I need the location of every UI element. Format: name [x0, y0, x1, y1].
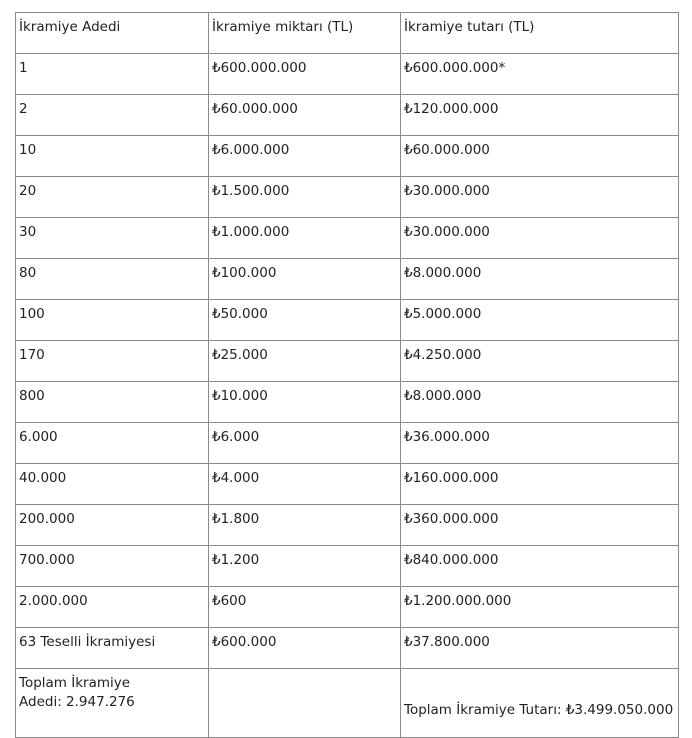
- prize-amount-cell: ₺6.000: [209, 423, 401, 464]
- prize-count-cell: 700.000: [16, 546, 209, 587]
- prize-total-cell: ₺30.000.000: [401, 218, 679, 259]
- prize-total-cell: ₺600.000.000*: [401, 54, 679, 95]
- table-row: [16, 177, 679, 218]
- prize-amount-cell: ₺1.200: [209, 546, 401, 587]
- prize-count-cell: 200.000: [16, 505, 209, 546]
- header-prize-total: İkramiye tutarı (TL): [401, 13, 679, 54]
- prize-total-cell: ₺120.000.000: [401, 95, 679, 136]
- prize-amount-cell: ₺1.000.000: [209, 218, 401, 259]
- prize-amount-cell: ₺25.000: [209, 341, 401, 382]
- prize-count-cell: 10: [16, 136, 209, 177]
- prize-count-cell: 63 Teselli İkramiyesi: [16, 628, 209, 669]
- prize-amount-cell: ₺50.000: [209, 300, 401, 341]
- prize-total-cell: ₺360.000.000: [401, 505, 679, 546]
- total-count-label: Toplam İkramiye: [19, 675, 131, 691]
- prize-total-cell: ₺840.000.000: [401, 546, 679, 587]
- prize-count-cell: 800: [16, 382, 209, 423]
- total-count-value: Adedi: 2.947.276: [19, 694, 135, 710]
- prize-amount-cell: ₺6.000.000: [209, 136, 401, 177]
- prize-table-body: [16, 13, 679, 738]
- table-row: [16, 259, 679, 300]
- prize-count-cell: 1: [16, 54, 209, 95]
- table-row: [16, 300, 679, 341]
- prize-count-cell: 20: [16, 177, 209, 218]
- prize-count-cell: 80: [16, 259, 209, 300]
- header-row: [16, 13, 679, 54]
- prize-amount-cell: ₺4.000: [209, 464, 401, 505]
- total-amount-cell: Toplam İkramiye Tutarı: ₺3.499.050.000: [401, 669, 679, 738]
- prize-count-cell: 100: [16, 300, 209, 341]
- prize-amount-cell: ₺1.800: [209, 505, 401, 546]
- table-row: [16, 341, 679, 382]
- prize-total-cell: ₺60.000.000: [401, 136, 679, 177]
- table-row: [16, 505, 679, 546]
- header-prize-amount: İkramiye miktarı (TL): [209, 13, 401, 54]
- table-row: [16, 628, 679, 669]
- prize-total-cell: ₺30.000.000: [401, 177, 679, 218]
- prize-total-cell: ₺8.000.000: [401, 382, 679, 423]
- table-row: [16, 95, 679, 136]
- prize-amount-cell: ₺60.000.000: [209, 95, 401, 136]
- total-empty-cell: [209, 669, 401, 738]
- prize-count-cell: 6.000: [16, 423, 209, 464]
- prize-amount-cell: ₺600.000.000: [209, 54, 401, 95]
- prize-count-cell: 2.000.000: [16, 587, 209, 628]
- table-row: [16, 382, 679, 423]
- header-prize-count: İkramiye Adedi: [16, 13, 209, 54]
- prize-amount-cell: ₺100.000: [209, 259, 401, 300]
- table-row: [16, 587, 679, 628]
- table-row: [16, 136, 679, 177]
- prize-count-cell: 2: [16, 95, 209, 136]
- prize-total-cell: ₺1.200.000.000: [401, 587, 679, 628]
- prize-amount-cell: ₺600.000: [209, 628, 401, 669]
- table-row: [16, 464, 679, 505]
- prize-total-cell: ₺37.800.000: [401, 628, 679, 669]
- prize-amount-cell: ₺1.500.000: [209, 177, 401, 218]
- prize-total-cell: ₺36.000.000: [401, 423, 679, 464]
- prize-total-cell: ₺160.000.000: [401, 464, 679, 505]
- table-row: [16, 54, 679, 95]
- prize-count-cell: 170: [16, 341, 209, 382]
- total-count-cell: [16, 669, 209, 738]
- prize-table: [15, 12, 679, 738]
- prize-total-cell: ₺8.000.000: [401, 259, 679, 300]
- prize-total-cell: ₺5.000.000: [401, 300, 679, 341]
- prize-count-cell: 40.000: [16, 464, 209, 505]
- table-row: [16, 218, 679, 259]
- prize-count-cell: 30: [16, 218, 209, 259]
- prize-total-cell: ₺4.250.000: [401, 341, 679, 382]
- table-row: [16, 423, 679, 464]
- prize-amount-cell: ₺600: [209, 587, 401, 628]
- table-row: [16, 546, 679, 587]
- total-row: [16, 669, 679, 738]
- prize-amount-cell: ₺10.000: [209, 382, 401, 423]
